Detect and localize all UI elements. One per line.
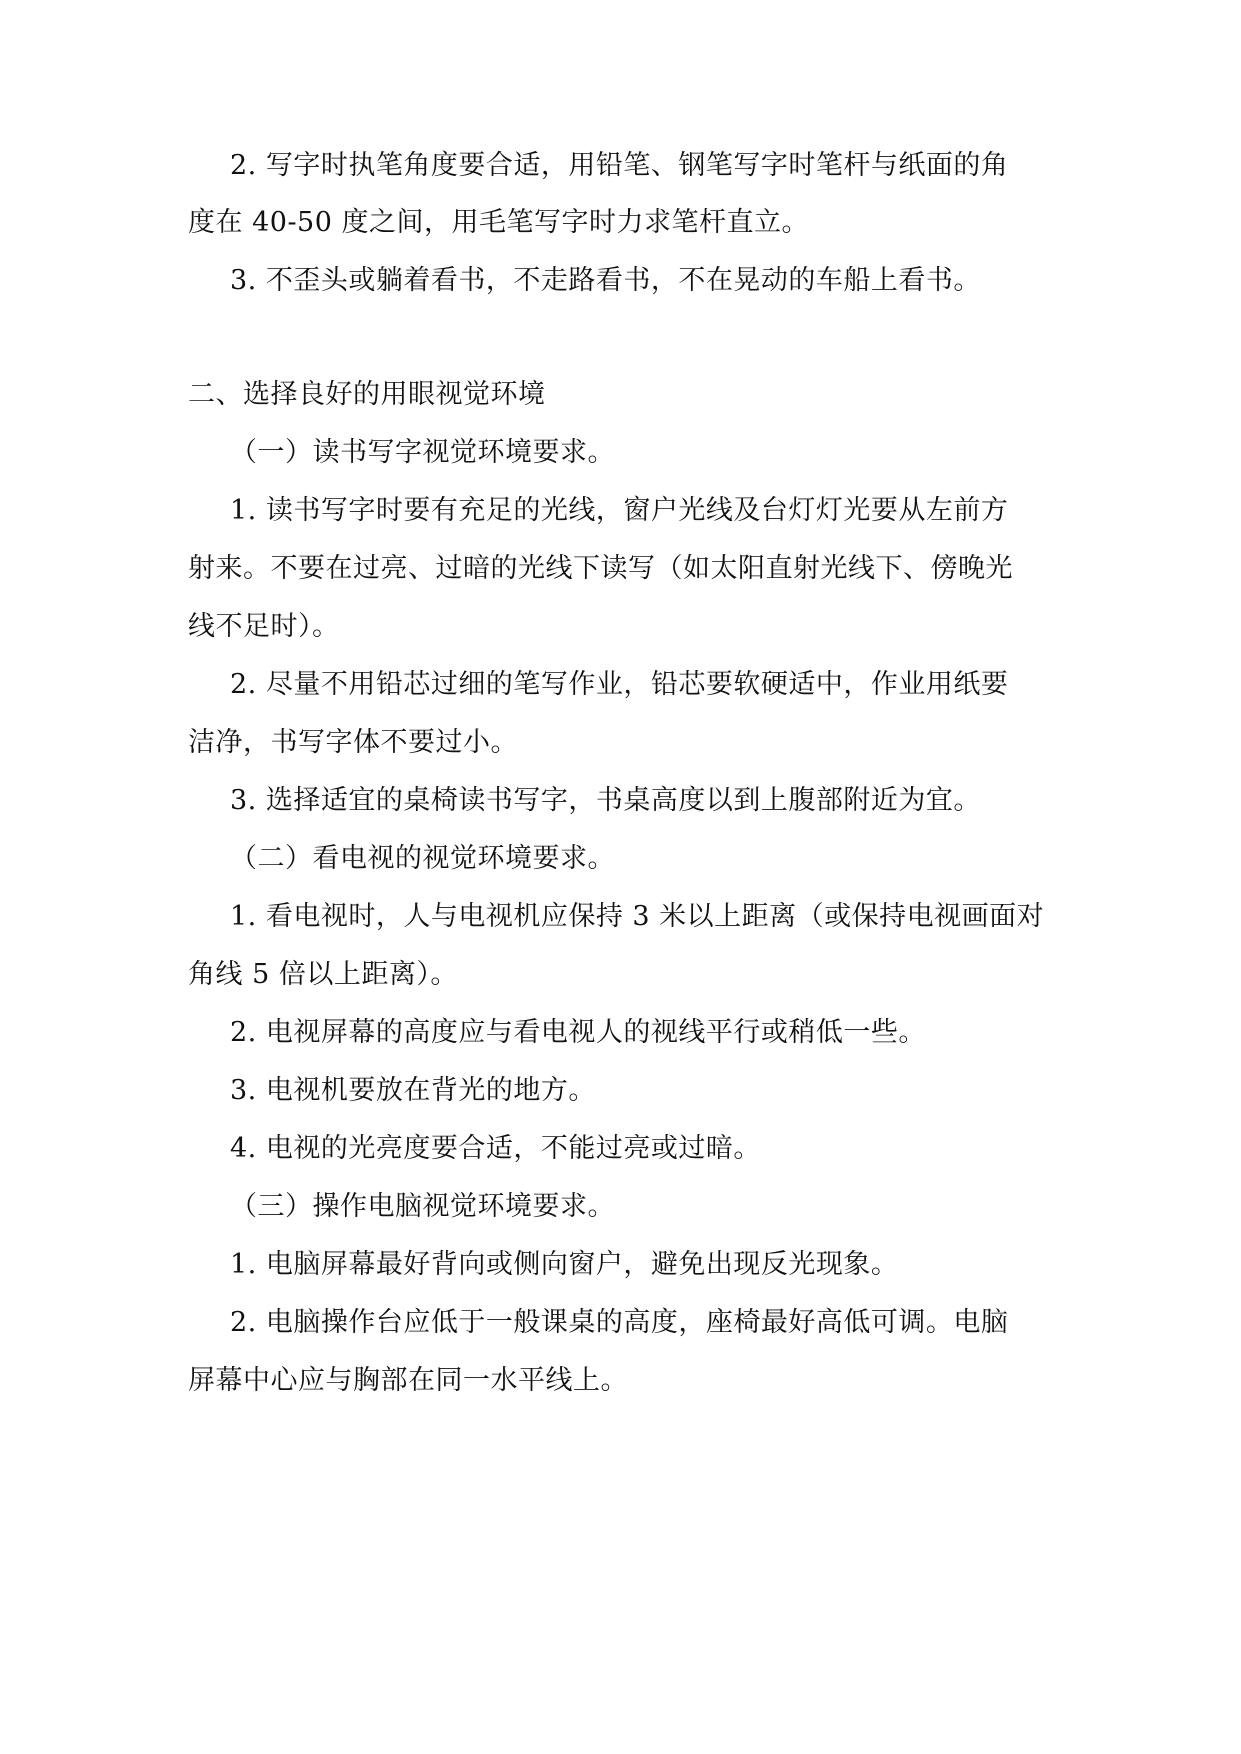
paragraph-line: 2. 写字时执笔角度要合适，用铅笔、钢笔写字时笔杆与纸面的角	[230, 150, 1009, 181]
paragraph-line: 3. 不歪头或躺着看书，不走路看书，不在晃动的车船上看书。	[230, 265, 981, 296]
paragraph-line: 洁净，书写字体不要过小。	[188, 727, 518, 758]
paragraph-line: 3. 电视机要放在背光的地方。	[230, 1075, 596, 1106]
paragraph-line: 2. 电脑操作台应低于一般课桌的高度，座椅最好高低可调。电脑	[230, 1307, 1009, 1338]
subsection-heading: （二）看电视的视觉环境要求。	[230, 843, 615, 874]
paragraph-line: 1. 电脑屏幕最好背向或侧向窗户，避免出现反光现象。	[230, 1249, 899, 1280]
paragraph-line: 屏幕中心应与胸部在同一水平线上。	[188, 1365, 628, 1396]
subsection-heading: （一）读书写字视觉环境要求。	[230, 437, 615, 468]
paragraph-line: 2. 尽量不用铅芯过细的笔写作业，铅芯要软硬适中，作业用纸要	[230, 669, 1009, 700]
paragraph-line: 1. 看电视时，人与电视机应保持 3 米以上距离（或保持电视画面对	[230, 901, 1045, 932]
subsection-heading: （三）操作电脑视觉环境要求。	[230, 1191, 615, 1222]
paragraph-line: 2. 电视屏幕的高度应与看电视人的视线平行或稍低一些。	[230, 1017, 926, 1048]
paragraph-line: 1. 读书写字时要有充足的光线，窗户光线及台灯灯光要从左前方	[230, 495, 1009, 526]
paragraph-line: 4. 电视的光亮度要合适，不能过亮或过暗。	[230, 1133, 761, 1164]
paragraph-line: 角线 5 倍以上距离）。	[188, 959, 458, 990]
paragraph-line: 3. 选择适宜的桌椅读书写字，书桌高度以到上腹部附近为宜。	[230, 785, 981, 816]
paragraph-line: 度在 40-50 度之间，用毛笔写字时力求笔杆直立。	[188, 207, 810, 238]
section-heading: 二、选择良好的用眼视觉环境	[188, 379, 546, 410]
paragraph-line: 线不足时）。	[188, 611, 340, 642]
paragraph-line: 射来。不要在过亮、过暗的光线下读写（如太阳直射光线下、傍晚光	[188, 553, 1013, 584]
